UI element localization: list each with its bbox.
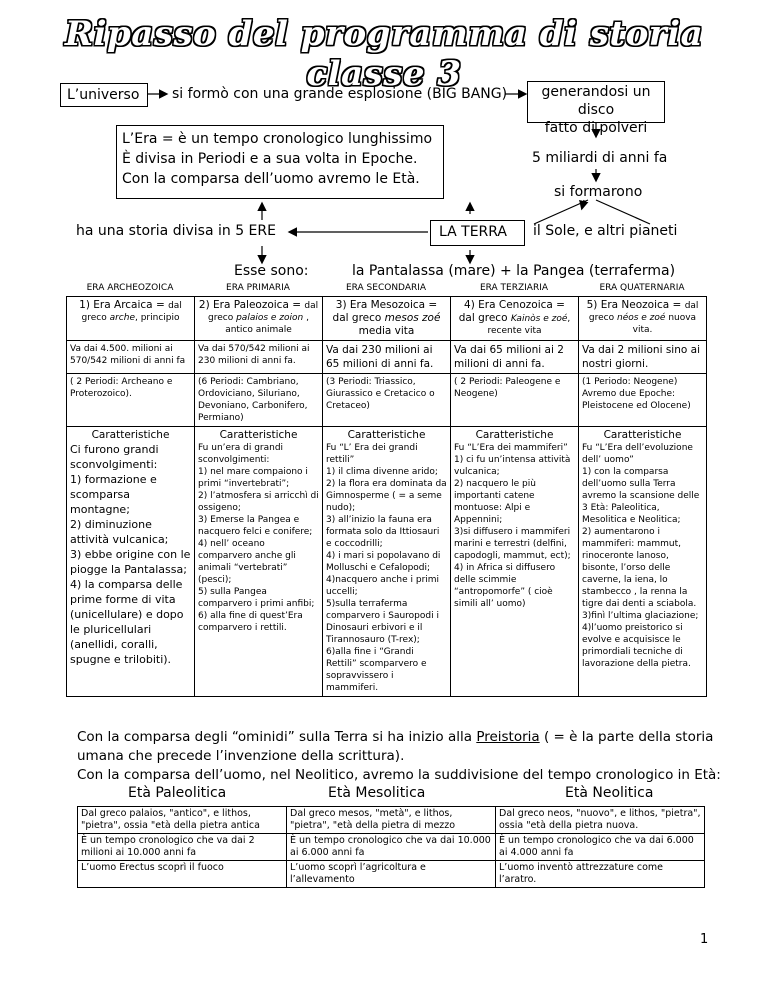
- eta-cell: Dal greco palaios, "antico", e lithos, "pietra", ossia "età della pietra antica: [78, 807, 287, 834]
- era-periods: (1 Periodo: Neogene) Avremo due Epoche: Pleistocene ed Olocene): [579, 374, 707, 427]
- era-def-line-2: È divisa in Periodi e a sua volta in Epoche.: [122, 151, 418, 167]
- eta-cell: È un tempo cronologico che va dai 6.000 ai 4.000 anni fa: [496, 834, 705, 861]
- eta-cell: È un tempo cronologico che va dai 2 milioni ai 10.000 anni fa: [78, 834, 287, 861]
- era-origin-meaning: , recente vita: [487, 314, 571, 336]
- la-terra-label: LA TERRA: [439, 224, 508, 240]
- esse-sono-text: Esse sono:: [234, 263, 309, 279]
- era-origin-word: néos e zoé: [616, 313, 666, 323]
- eta-title-mesolitica: Età Mesolitica: [328, 785, 426, 801]
- eras-chars-row: [67, 427, 707, 697]
- era-origin-meaning: , principio: [134, 313, 180, 323]
- era-name-cell: [67, 297, 195, 341]
- preistoria-word: Preistoria: [476, 729, 540, 745]
- eta-row-time: [78, 834, 705, 861]
- era-chars-cell: [323, 427, 451, 697]
- era-time: Va dai 4.500. milioni ai 570/542 milioni di anni fa: [67, 341, 195, 374]
- eta-cell: L’uomo inventò attrezzature come l’aratro.: [496, 861, 705, 888]
- eta-row-discovery: [78, 861, 705, 888]
- disco-line-1: generandosi un disco: [541, 84, 651, 118]
- era-chars-cell: [579, 427, 707, 697]
- era-label-1: ERA ARCHEOZOICA: [86, 283, 174, 293]
- era-time: Va dai 570/542 milioni ai 230 milioni di anni fa.: [195, 341, 323, 374]
- eras-periods-row: [67, 374, 707, 427]
- era-name-dal: dal: [304, 301, 319, 311]
- era-name-cell: [195, 297, 323, 341]
- era-origin-word: palaios e zoion: [236, 313, 304, 323]
- disco-box: [527, 81, 665, 136]
- era-chars-cell: [67, 427, 195, 697]
- era-origin-word: arche: [109, 313, 135, 323]
- era-name-dal: dal: [684, 301, 699, 311]
- sole-text: il Sole, e altri pianeti: [533, 223, 678, 239]
- preistoria-text: [77, 728, 727, 785]
- era-periods: ( 2 Periodi: Paleogene e Neogene): [451, 374, 579, 427]
- era-origin-meaning: nuova vita.: [632, 313, 697, 335]
- disco-line-2: fatto di polveri: [544, 120, 648, 136]
- era-origin: greco: [81, 313, 110, 323]
- eta-table: [77, 806, 705, 888]
- formarono-text: si formarono: [554, 184, 643, 200]
- era-chars: Fu un’era di grandi sconvolgimenti: 1) nel mare compaiono i primi “invertebrati”; 2) l’atmosfera si arricchì di ossigeno; 3) Emerse la Pangea e nacquero felci e conifere; 4) nell’ oceano comparvero anche gli animali “vertebrati” (pesci); 5) sulla Pangea comparvero i primi anfibi; 6) alla fine di quest’Era comparvero i rettili.: [198, 443, 319, 633]
- era-origin: greco: [208, 313, 237, 323]
- storia-ere-text: ha una storia divisa in 5 ERE: [76, 223, 276, 239]
- era-periods: (3 Periodi: Triassico, Giurassico e Cretacico o Cretaceo): [323, 374, 451, 427]
- era-origin: dal greco: [332, 312, 385, 324]
- era-origin-word: Kainòs e zoé: [510, 314, 568, 324]
- era-label-2: ERA PRIMARIA: [226, 283, 290, 293]
- char-title: Caratteristiche: [219, 429, 298, 441]
- bottom-line-2: umana che precede l’invenzione della scrittura).: [77, 748, 405, 764]
- era-name: 3) Era Mesozoica =: [335, 299, 438, 311]
- eta-cell: È un tempo cronologico che va dai 10.000 ai 6.000 anni fa: [287, 834, 496, 861]
- era-time: Va dai 230 milioni ai 65 milioni di anni fa.: [323, 341, 451, 374]
- era-def-line-3: Con la comparsa dell’uomo avremo le Età.: [122, 171, 420, 187]
- bottom-line-1-a: Con la comparsa degli “ominidi” sulla Terra si ha inizio alla: [77, 729, 477, 745]
- era-origin: dal greco: [458, 312, 511, 324]
- era-chars-cell: [195, 427, 323, 697]
- era-time: Va dai 65 milioni ai 2 milioni di anni fa.: [451, 341, 579, 374]
- pantalassa-text: la Pantalassa (mare) + la Pangea (terraferma): [352, 263, 676, 279]
- eta-cell: L’uomo scoprì l’agricoltura e l’allevamento: [287, 861, 496, 888]
- char-title: Caratteristiche: [91, 429, 170, 441]
- bottom-line-3: Con la comparsa dell’uomo, nel Neolitico, avremo la suddivisione del tempo cronologico in Età:: [77, 767, 721, 783]
- eta-cell: Dal greco mesos, "metà", e lithos, "pietra", "età della pietra di mezzo: [287, 807, 496, 834]
- era-chars: Fu “L’ Era dei grandi rettili” 1) il clima divenne arido; 2) la flora era dominata da Gimnosperme ( = a seme nudo); 3) all’inizio la fauna era formata solo da Ittiosauri e coccodrilli; 4) i mari si popolavano di Molluschi e Cefalopodi; 4)nacquero anche i primi uccelli; 5)sulla terraferma comparvero i Sauropodi i Dinosauri erbivori e il Tirannosauro (T-rex); 6)alla fine i “Grandi Rettili” scomparvero e sopravvissero i mammiferi.: [326, 443, 447, 693]
- universo-box: [60, 83, 148, 107]
- miliardi-text: 5 miliardi di anni fa: [532, 150, 668, 166]
- era-def-line-1: L’Era = è un tempo cronologico lunghissimo: [122, 131, 433, 147]
- era-origin-meaning: media vita: [358, 325, 415, 337]
- era-label-4: ERA TERZIARIA: [479, 283, 549, 293]
- era-origin: greco: [588, 313, 617, 323]
- era-origin-word: mesos zoé: [384, 312, 441, 324]
- eta-cell: L’uomo Erectus scoprì il fuoco: [78, 861, 287, 888]
- era-name: 4) Era Cenozoica =: [464, 299, 565, 311]
- era-definition-box: [116, 125, 444, 199]
- era-chars: Fu “L’Era dei mammiferi” 1) ci fu un’intensa attività vulcanica; 2) nacquero le più importanti catene montuose: Alpi e Appennini; 3)si diffusero i mammiferi marini e terrestri (delfini, capodogli, mammut, ect); 4) in Africa si diffusero delle scimmie “antropomorfe” ( cioè simili all’ uomo): [454, 443, 571, 609]
- era-chars: Ci furono grandi sconvolgimenti: 1) formazione e scomparsa montagne; 2) diminuzione attività vulcanica; 3) ebbe origine con le piogge la Pantalassa; 4) la comparsa delle prime forme di vita (unicellulare) e dopo le pluricellulari (anellidi, coralli, spugne e trilobiti).: [70, 443, 191, 666]
- era-origin-meaning: , antico animale: [225, 313, 309, 335]
- eta-title-paleolitica: Età Paleolitica: [128, 785, 227, 801]
- char-title: Caratteristiche: [347, 429, 426, 441]
- page-title: Ripasso del programma di storia classe 3: [64, 14, 704, 94]
- era-name: 1) Era Arcaica =: [79, 299, 169, 311]
- era-name-dal: dal: [168, 301, 182, 311]
- era-label-3: ERA SECONDARIA: [345, 283, 427, 293]
- era-name-cell: [323, 297, 451, 341]
- char-title: Caratteristiche: [475, 429, 554, 441]
- la-terra-box: [430, 220, 525, 246]
- era-name-cell: [579, 297, 707, 341]
- bottom-line-1-b: ( = è la parte della storia: [539, 729, 714, 745]
- era-name: 2) Era Paleozoica =: [198, 299, 305, 311]
- page-number: 1: [700, 932, 709, 947]
- eras-name-row: [67, 297, 707, 341]
- era-periods: ( 2 Periodi: Archeano e Proterozoico).: [67, 374, 195, 427]
- eta-cell: Dal greco neos, "nuovo", e lithos, "pietra", ossia "età della pietra nuova.: [496, 807, 705, 834]
- universo-label: L’universo: [67, 87, 140, 103]
- bottom-line-1: [77, 728, 727, 747]
- era-name-cell: [451, 297, 579, 341]
- eras-table: [66, 296, 707, 697]
- era-periods: (6 Periodi: Cambriano, Ordoviciano, Siluriano, Devoniano, Carbonifero, Permiano): [195, 374, 323, 427]
- eta-title-neolitica: Età Neolitica: [565, 785, 654, 801]
- era-chars: Fu “L’Era dell’evoluzione dell’ uomo” 1) con la comparsa dell’uomo sulla Terra avremo la scansione delle 3 Età: Paleolitica, Mesolitica e Neolitica; 2) aumentarono i mammiferi: mammut, rinoceronte lanoso, bisonte, l’orso delle caverne, la iena, lo stambecco , la renna la tigre dai denti a sciabola. 3)finì l’ultima glaciazione; 4)l’uomo preistorico si evolve e acquisisce le primordiali tecniche di lavorazione della pietra.: [582, 443, 700, 669]
- era-label-5: ERA QUATERNARIA: [599, 283, 685, 293]
- era-chars-cell: [451, 427, 579, 697]
- char-title: Caratteristiche: [603, 429, 682, 441]
- era-time: Va dai 2 milioni sino ai nostri giorni.: [579, 341, 707, 374]
- era-name: 5) Era Neozoica =: [586, 299, 685, 311]
- big-bang-text: si formò con una grande esplosione (BIG BANG): [172, 86, 508, 102]
- eras-time-row: [67, 341, 707, 374]
- eta-row-origin: [78, 807, 705, 834]
